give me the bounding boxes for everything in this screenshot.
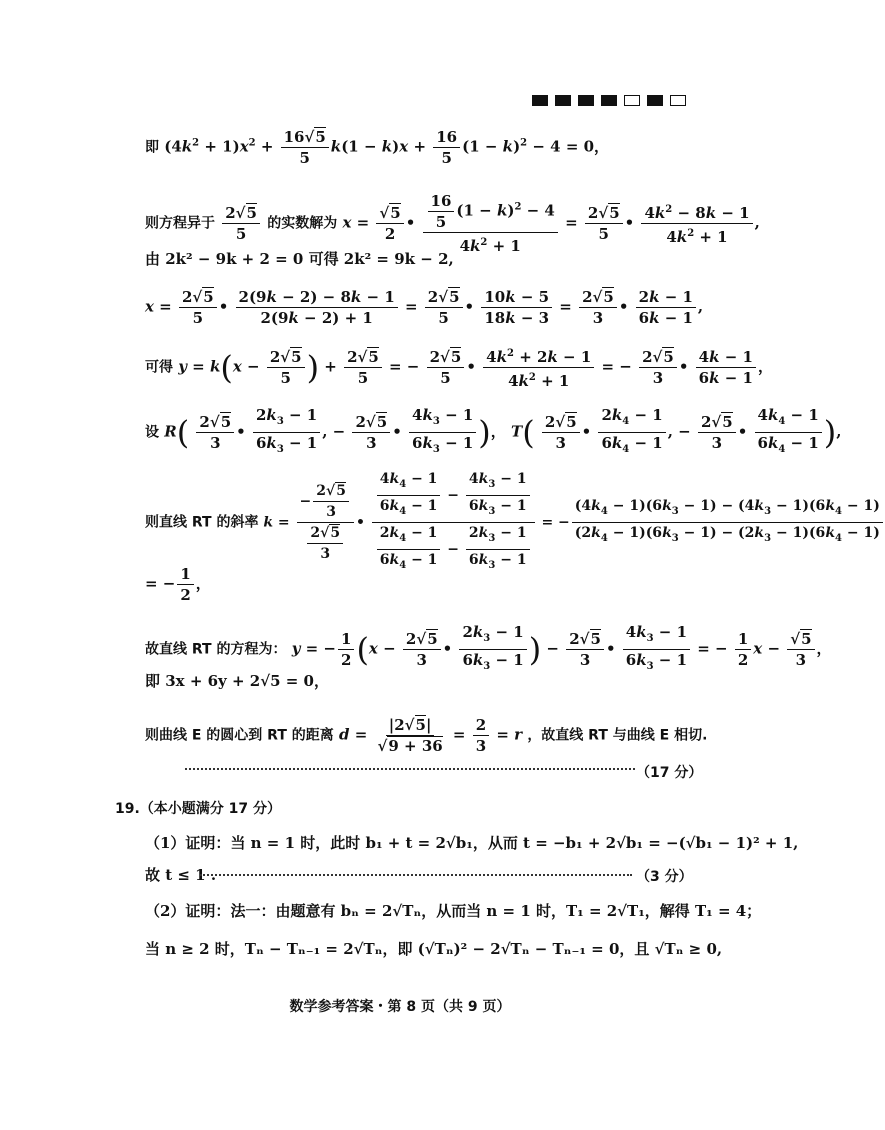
line-text: 故 t ≤ 1 . — [145, 866, 217, 884]
equation-line-4: x = $\frac{2√5}{5}$ • $\frac{2(9k - 2) - 8k - 1}{2(9k - 2) + 1}$ = $\frac{2√5}{5}$ • $\frac{10k - 5}{18k - 3}$ = $\frac{2√5}{3}$ • $\frac{2k - 1}{6k - 1}$ , — [145, 288, 704, 327]
equation-line-11: 则曲线 E 的圆心到 RT 的距离 d = $\frac{|2√5|}{√9 + 36}$ = $\frac{2}{3}$ = r ，故直线 RT 与曲线 E 相切. — [145, 716, 708, 755]
score-leader-dots — [200, 874, 632, 876]
line-prefix: 可得 — [145, 359, 173, 376]
line-text: 即 3x + 6y + 2√5 = 0， — [145, 672, 329, 690]
q19-part1-line — [145, 834, 798, 852]
line-text: 由 2k² − 9k + 2 = 0 可得 2k² = 9k − 2, — [145, 250, 454, 268]
line-prefix: 故直线 RT 的方程为： — [145, 641, 287, 658]
page-marker-squares — [532, 95, 686, 106]
marker-square — [670, 95, 686, 106]
line-suffix: ，故直线 RT 与曲线 E 相切. — [527, 727, 708, 744]
marker-square — [601, 95, 617, 106]
marker-square — [578, 95, 594, 106]
marker-square — [624, 95, 640, 106]
question-19-title: 19.（本小题满分 17 分） — [115, 801, 282, 817]
score-leader-dots — [185, 768, 635, 770]
equation-line-5: 可得 y = k(x − $\frac{2√5}{5}$ ) + $\frac{2√5}{5}$ = − $\frac{2√5}{5}$ • $\frac{4k^2 + 2k - 1}{4k^2 + 1}$ = − $\frac{2√5}{3}$ • $\frac{4k - 1}{6k - 1}$ ， — [145, 345, 773, 390]
equation-line-10 — [145, 672, 329, 690]
line-mid: 的实数解为 — [267, 215, 338, 232]
line-text: （2）证明：法一：由题意有 bₙ = 2√Tₙ，从而当 n = 1 时，T₁ = 2√T₁，解得 T₁ = 4； — [145, 902, 762, 920]
line-text: 当 n ≥ 2 时，Tₙ − Tₙ₋₁ = 2√Tₙ，即 (√Tₙ)² − 2√Tₙ − Tₙ₋₁ = 0，且 √Tₙ ≥ 0, — [145, 940, 723, 958]
equation-line-7: 则直线 RT 的斜率 k = − $\frac{2√5}{3}$ $\frac{2√5}{3}$ • $\frac{4k_4 - 1}{6k_4 - 1}$ − $\frac{4k_3 - 1}{6k_3 - 1}$ $\frac{2k_4 - 1}{6k_4 - 1}$ − $\frac{2k_3 - 1}{6k_3 - 1}$ = − $\frac{(4k_4 - 1)(6k_3 - 1) - (4k_3 - 1)(6k_4 - 1)}{(2k_4 - 1)(6k_3 - 1) - (2k_3 - 1)(6k_4 - 1)}$ — [145, 470, 885, 575]
marker-square — [532, 95, 548, 106]
line-prefix: 即 — [145, 139, 159, 156]
line-prefix: 则直线 RT 的斜率 — [145, 514, 259, 531]
q19-part2-line-2 — [145, 940, 722, 958]
equation-line-6: 设 R( $\frac{2√5}{3}$ • $\frac{2k_3 - 1}{6k_3 - 1}$ , − $\frac{2√5}{3}$ • $\frac{4k_3 - 1}{6k_3 - 1}$ )， T( $\frac{2√5}{3}$ • $\frac{2k_4 - 1}{6k_4 - 1}$ , − $\frac{2√5}{3}$ • $\frac{4k_4 - 1}{6k_4 - 1}$ ), — [145, 406, 842, 455]
line-text: = − — [145, 574, 176, 593]
equation-line-9: 故直线 RT 的方程为： y = − $\frac{1}{2}$ (x − $\frac{2√5}{3}$ • $\frac{2k_3 - 1}{6k_3 - 1}$ ) − $\frac{2√5}{3}$ • $\frac{4k_3 - 1}{6k_3 - 1}$ = − $\frac{1}{2}$ x − $\frac{√5}{3}$ ， — [145, 623, 832, 672]
equation-line-1: 即 $(4k^2 + 1)x^2$ + $\frac{16√5}{5}$ k(1 − k)x + $\frac{16}{5}$ $(1 - k)^2 - 4 = 0$， — [145, 128, 610, 167]
line-prefix: 设 — [145, 424, 159, 441]
line-text: （1）证明：当 n = 1 时，此时 b₁ + t = 2√b₁，从而 t = −b₁ + 2√b₁ = −(√b₁ − 1)² + 1, — [145, 834, 799, 852]
score-label: （17 分） — [636, 765, 703, 781]
line-prefix: 则方程异于 — [145, 215, 215, 232]
score-label: （3 分） — [636, 869, 693, 885]
equation-line-2: 则方程异于 $\frac{2√5}{5}$ 的实数解为 x = $\frac{√5}{2}$ • $\frac{16}{5}$ $(1 - k)^2 - 4$ $4k^2 + 1$ = $\frac{2√5}{5}$ • $\frac{4k^2 - 8k - 1}{4k^2 + 1}$ , — [145, 192, 760, 255]
marker-square — [647, 95, 663, 106]
line-prefix: 则曲线 E 的圆心到 RT 的距离 — [145, 727, 334, 744]
q19-part2-line — [145, 902, 761, 920]
equation-line-3 — [145, 250, 454, 268]
marker-square — [555, 95, 571, 106]
equation-line-8: = − $\frac{1}{2}$ ， — [145, 565, 211, 604]
page-footer: 数学参考答案・第 8 页（共 9 页） — [289, 999, 511, 1015]
